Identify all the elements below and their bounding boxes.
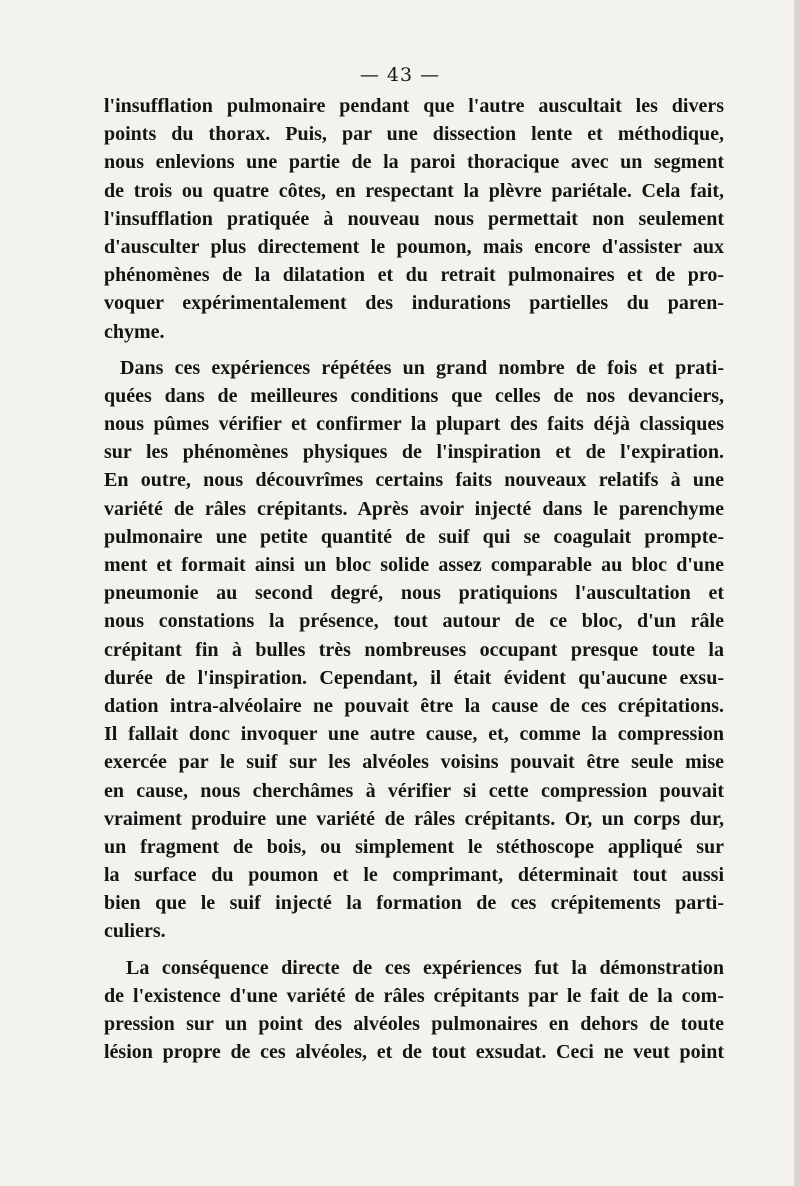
text-line: dation intra-alvéolaire ne pouvait être la cause de ces crépitations. [104, 694, 724, 717]
paragraph [104, 354, 724, 946]
text-line: bien que le suif injecté la formation de ces crépitements parti- [104, 892, 724, 915]
text-line: lésion propre de ces alvéoles, et de tout exsudat. Ceci ne veut point [104, 1041, 724, 1064]
text-line: de l'existence d'une variété de râles crépitants par le fait de la com- [104, 984, 724, 1007]
text-line: pression sur un point des alvéoles pulmonaires en dehors de toute [104, 1013, 724, 1035]
text-line: pneumonie au second degré, nous pratiquions l'auscultation et [104, 582, 724, 605]
text-line: culiers. [104, 920, 166, 943]
text-line: nous constations la présence, tout autour de ce bloc, d'un râle [104, 610, 724, 633]
text-line: l'insufflation pulmonaire pendant que l'autre auscultait les divers [104, 95, 724, 117]
text-line: durée de l'inspiration. Cependant, il était évident qu'aucune exsu- [104, 666, 724, 689]
text-line: vraiment produire une variété de râles crépitants. Or, un corps dur, [104, 807, 724, 830]
text-line: nous enlevions une partie de la paroi thoracique avec un segment [104, 151, 724, 174]
body-text [104, 92, 724, 1066]
text-line: un fragment de bois, ou simplement le stéthoscope appliqué sur [104, 835, 724, 858]
paragraph [104, 92, 724, 346]
text-line: d'ausculter plus directement le poumon, mais encore d'assister aux [104, 235, 724, 258]
text-line: La conséquence directe de ces expériences fut la démonstration [126, 956, 724, 979]
text-line: En outre, nous découvrîmes certains faits nouveaux relatifs à une [104, 469, 724, 492]
text-line: sur les phénomènes physiques de l'inspiration et de l'expiration. [104, 441, 724, 464]
text-line: la surface du poumon et le comprimant, déterminait tout aussi [104, 864, 724, 887]
text-line: ment et formait ainsi un bloc solide assez comparable au bloc d'une [104, 554, 724, 576]
paragraph-gap [104, 346, 724, 354]
text-line: en cause, nous cherchâmes à vérifier si cette compression pouvait [104, 779, 724, 802]
text-line: voquer expérimentalement des indurations partielles du paren- [104, 292, 724, 315]
text-line: pulmonaire une petite quantité de suif qui se coagulait prompte- [104, 525, 724, 548]
text-line: exercée par le suif sur les alvéoles voisins pouvait être seule mise [104, 751, 724, 774]
text-line: points du thorax. Puis, par une dissection lente et méthodique, [104, 123, 724, 146]
text-line: variété de râles crépitants. Après avoir injecté dans le parenchyme [104, 497, 724, 520]
text-line: nous pûmes vérifier et confirmer la plupart des faits déjà classiques [104, 413, 724, 436]
text-line: de trois ou quatre côtes, en respectant la plèvre pariétale. Cela fait, [104, 179, 724, 202]
text-line: crépitant fin à bulles très nombreuses occupant presque toute la [104, 638, 724, 661]
page-edge [794, 0, 800, 1186]
text-line: l'insufflation pratiquée à nouveau nous permettait non seulement [104, 207, 724, 230]
text-line: quées dans de meilleures conditions que celles de nos devanciers, [104, 384, 724, 407]
text-line: chyme. [104, 320, 165, 343]
paragraph-gap [104, 946, 724, 954]
text-line: phénomènes de la dilatation et du retrait pulmonaires et de pro- [104, 264, 724, 287]
text-line: Dans ces expériences répétées un grand nombre de fois et prati- [120, 356, 724, 379]
text-line: Il fallait donc invoquer une autre cause, et, comme la compression [104, 723, 724, 746]
paragraph [104, 954, 724, 1067]
page-number: — 43 — [359, 64, 441, 86]
